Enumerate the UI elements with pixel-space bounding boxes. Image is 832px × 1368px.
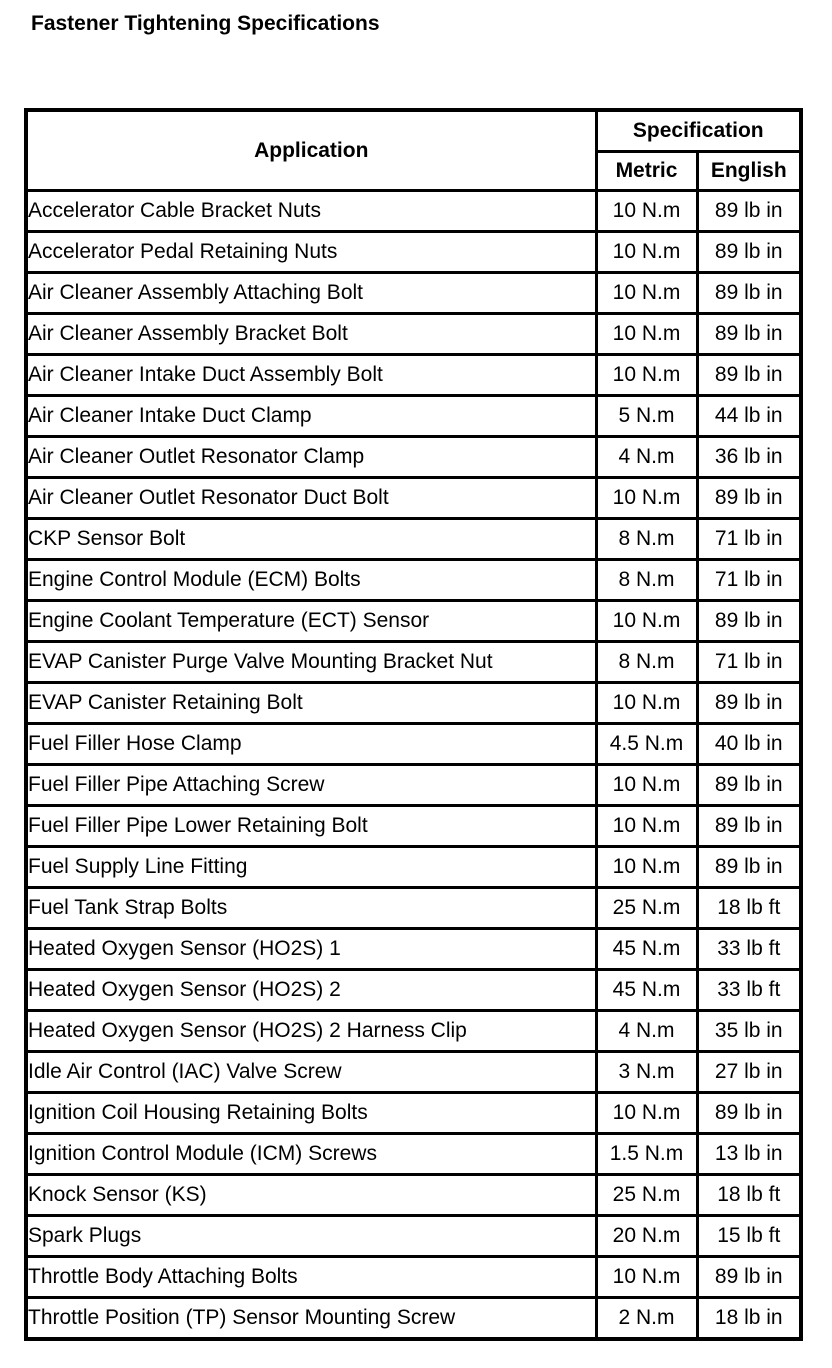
application-cell: Heated Oxygen Sensor (HO2S) 2 [26, 970, 596, 1011]
application-cell: Fuel Filler Pipe Attaching Screw [26, 765, 596, 806]
metric-cell: 5 N.m [596, 396, 697, 437]
metric-cell: 4 N.m [596, 437, 697, 478]
application-cell: Accelerator Pedal Retaining Nuts [26, 232, 596, 273]
application-cell: Ignition Coil Housing Retaining Bolts [26, 1093, 596, 1134]
english-cell: 33 lb ft [697, 929, 801, 970]
metric-cell: 2 N.m [596, 1298, 697, 1340]
english-cell: 89 lb in [697, 355, 801, 396]
table-row [26, 806, 801, 847]
metric-column-header: Metric [596, 151, 697, 190]
application-cell: EVAP Canister Purge Valve Mounting Bracket Nut [26, 642, 596, 683]
table-row [26, 396, 801, 437]
table-row [26, 437, 801, 478]
application-cell: Idle Air Control (IAC) Valve Screw [26, 1052, 596, 1093]
metric-cell: 3 N.m [596, 1052, 697, 1093]
table-row [26, 1134, 801, 1175]
application-cell: Air Cleaner Outlet Resonator Clamp [26, 437, 596, 478]
english-cell: 89 lb in [697, 806, 801, 847]
table-row [26, 765, 801, 806]
english-cell: 89 lb in [697, 273, 801, 314]
application-cell: Heated Oxygen Sensor (HO2S) 2 Harness Clip [26, 1011, 596, 1052]
table-row [26, 970, 801, 1011]
application-cell: Fuel Filler Pipe Lower Retaining Bolt [26, 806, 596, 847]
metric-cell: 1.5 N.m [596, 1134, 697, 1175]
application-cell: EVAP Canister Retaining Bolt [26, 683, 596, 724]
english-cell: 40 lb in [697, 724, 801, 765]
application-cell: Air Cleaner Assembly Bracket Bolt [26, 314, 596, 355]
english-cell: 89 lb in [697, 232, 801, 273]
metric-cell: 25 N.m [596, 888, 697, 929]
metric-cell: 8 N.m [596, 519, 697, 560]
english-cell: 13 lb in [697, 1134, 801, 1175]
metric-cell: 10 N.m [596, 191, 697, 232]
english-column-header: English [697, 151, 801, 190]
metric-cell: 10 N.m [596, 765, 697, 806]
application-cell: Fuel Filler Hose Clamp [26, 724, 596, 765]
english-cell: 71 lb in [697, 519, 801, 560]
application-cell: Air Cleaner Intake Duct Assembly Bolt [26, 355, 596, 396]
english-cell: 33 lb ft [697, 970, 801, 1011]
english-cell: 18 lb ft [697, 1175, 801, 1216]
metric-cell: 45 N.m [596, 970, 697, 1011]
table-row [26, 478, 801, 519]
table-row [26, 888, 801, 929]
english-cell: 89 lb in [697, 847, 801, 888]
metric-cell: 20 N.m [596, 1216, 697, 1257]
table-row [26, 232, 801, 273]
metric-cell: 10 N.m [596, 355, 697, 396]
table-row [26, 1093, 801, 1134]
application-cell: Air Cleaner Outlet Resonator Duct Bolt [26, 478, 596, 519]
english-cell: 71 lb in [697, 560, 801, 601]
table-row [26, 724, 801, 765]
application-cell: Air Cleaner Assembly Attaching Bolt [26, 273, 596, 314]
table-row [26, 273, 801, 314]
metric-cell: 10 N.m [596, 1257, 697, 1298]
metric-cell: 10 N.m [596, 847, 697, 888]
application-cell: Ignition Control Module (ICM) Screws [26, 1134, 596, 1175]
metric-cell: 10 N.m [596, 1093, 697, 1134]
table-row [26, 847, 801, 888]
english-cell: 89 lb in [697, 683, 801, 724]
table-row [26, 929, 801, 970]
application-cell: CKP Sensor Bolt [26, 519, 596, 560]
table-row [26, 642, 801, 683]
page-title: Fastener Tightening Specifications [31, 12, 380, 35]
english-cell: 89 lb in [697, 191, 801, 232]
application-cell: Heated Oxygen Sensor (HO2S) 1 [26, 929, 596, 970]
english-cell: 35 lb in [697, 1011, 801, 1052]
application-cell: Fuel Supply Line Fitting [26, 847, 596, 888]
metric-cell: 10 N.m [596, 806, 697, 847]
table-row [26, 1257, 801, 1298]
application-cell: Throttle Body Attaching Bolts [26, 1257, 596, 1298]
english-cell: 44 lb in [697, 396, 801, 437]
application-cell: Accelerator Cable Bracket Nuts [26, 191, 596, 232]
table-row [26, 1011, 801, 1052]
english-cell: 27 lb in [697, 1052, 801, 1093]
application-cell: Throttle Position (TP) Sensor Mounting Screw [26, 1298, 596, 1340]
table-row [26, 314, 801, 355]
application-cell: Spark Plugs [26, 1216, 596, 1257]
table-row [26, 519, 801, 560]
metric-cell: 45 N.m [596, 929, 697, 970]
application-cell: Air Cleaner Intake Duct Clamp [26, 396, 596, 437]
table-row [26, 355, 801, 396]
metric-cell: 8 N.m [596, 642, 697, 683]
english-cell: 18 lb ft [697, 888, 801, 929]
metric-cell: 25 N.m [596, 1175, 697, 1216]
english-cell: 89 lb in [697, 765, 801, 806]
application-column-header: Application [26, 110, 596, 191]
table-row [26, 560, 801, 601]
metric-cell: 10 N.m [596, 478, 697, 519]
metric-cell: 10 N.m [596, 601, 697, 642]
table-row [26, 1175, 801, 1216]
metric-cell: 10 N.m [596, 314, 697, 355]
table-row [26, 1052, 801, 1093]
metric-cell: 10 N.m [596, 273, 697, 314]
english-cell: 89 lb in [697, 314, 801, 355]
english-cell: 18 lb in [697, 1298, 801, 1340]
table-row [26, 191, 801, 232]
specification-column-header: Specification [596, 110, 801, 151]
english-cell: 89 lb in [697, 1257, 801, 1298]
english-cell: 89 lb in [697, 601, 801, 642]
metric-cell: 4 N.m [596, 1011, 697, 1052]
metric-cell: 10 N.m [596, 232, 697, 273]
english-cell: 71 lb in [697, 642, 801, 683]
metric-cell: 4.5 N.m [596, 724, 697, 765]
application-cell: Engine Control Module (ECM) Bolts [26, 560, 596, 601]
english-cell: 89 lb in [697, 478, 801, 519]
table-row [26, 601, 801, 642]
fastener-spec-table [24, 108, 803, 1341]
table-row [26, 1298, 801, 1340]
application-cell: Knock Sensor (KS) [26, 1175, 596, 1216]
metric-cell: 8 N.m [596, 560, 697, 601]
application-cell: Fuel Tank Strap Bolts [26, 888, 596, 929]
table-row [26, 1216, 801, 1257]
metric-cell: 10 N.m [596, 683, 697, 724]
table-body [26, 191, 801, 1340]
table-row [26, 683, 801, 724]
english-cell: 15 lb ft [697, 1216, 801, 1257]
application-cell: Engine Coolant Temperature (ECT) Sensor [26, 601, 596, 642]
english-cell: 89 lb in [697, 1093, 801, 1134]
english-cell: 36 lb in [697, 437, 801, 478]
